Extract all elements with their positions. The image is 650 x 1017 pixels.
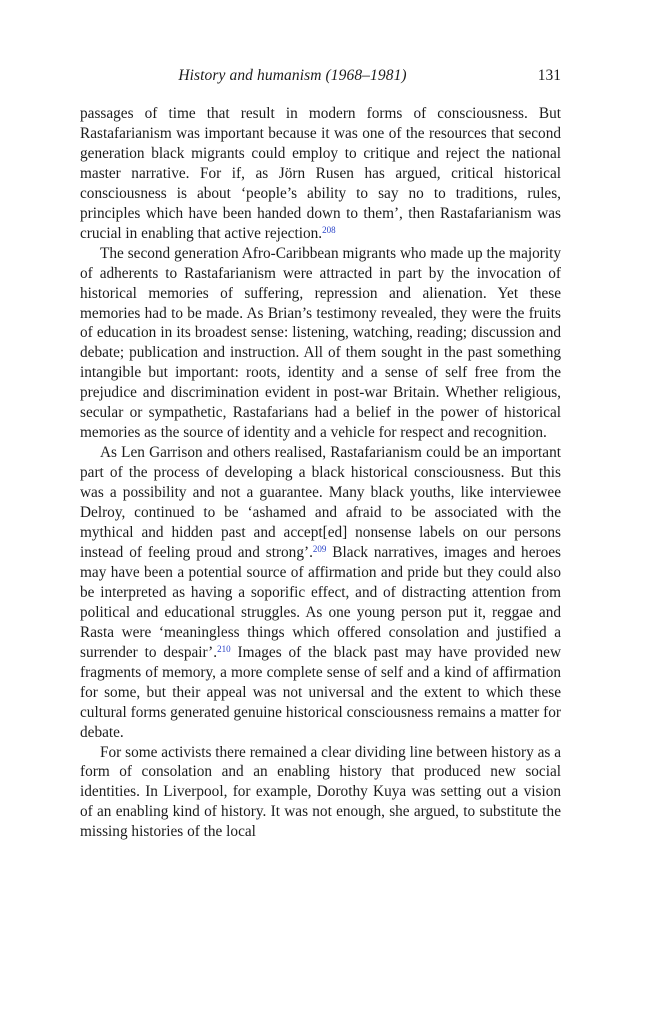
footnote-ref-210[interactable]: 210 <box>217 643 231 654</box>
running-head <box>80 64 561 88</box>
footnote-ref-209[interactable]: 209 <box>312 543 327 554</box>
paragraph-text: passages of time that result in modern forms of consciousness. But Rastafarianism was important because it was one of the resources that second generation black migrants could employ to critique and reject the national master narrative. For if, as Jörn Rusen has argued, critical historical consciousness is about ‘people’s ability to say no to traditions, rules, principles which have been handed down to them’, then Rastafarianism was crucial in enabling that active rejection. <box>80 105 561 242</box>
paragraph-text: As Len Garrison and others realised, Rastafarianism could be an important part of the process of developing a black historical consciousness. But this was a possibility and not a guarantee. Many black youths, like interviewee Delroy, continued to be ‘ashamed and afraid to be associated with the mythical and hidden past and accept[ed] nonsense labels on our persons instead of feeling proud and strong’. <box>80 444 561 561</box>
page-number: 131 <box>537 67 561 84</box>
paragraph-2 <box>80 244 561 444</box>
book-page <box>80 64 561 842</box>
paragraph-3 <box>80 443 561 742</box>
body-text <box>80 104 561 842</box>
running-title: History and humanism (1968–1981) <box>178 67 407 84</box>
paragraph-text: For some activists there remained a clear dividing line between history as a form of consolation and an enabling history that produced new social identities. In Liverpool, for example, Dorothy Kuya was setting out a vision of an enabling kind of history. It was not enough, she argued, to substitute the missing histories of the local <box>80 743 561 841</box>
paragraph-4 <box>80 743 561 843</box>
paragraph-text: The second generation Afro-Caribbean migrants who made up the majority of adherents to Rastafarianism were attracted in part by the invocation of historical memories of suffering, repression and alienation. Yet these memories had to be made. As Brian’s testimony revealed, they were the fruits of education in its broadest sense: listening, watching, reading; discussion and debate; publication and instruction. All of them sought in the past something intangible but important: roots, identity and a sense of self free from the prejudice and discrimination evident in post-war Britain. Whether religious, secular or sympathetic, Rastafarians had a belief in the power of historical memories as the source of identity and a vehicle for respect and recognition. <box>80 244 561 442</box>
paragraph-1 <box>80 104 561 244</box>
paragraph-text: Images of the black past may have provided new fragments of memory, a more complete sense of self and a kind of affirmation for some, but their appeal was not universal and the extent to which these cultural forms generated genuine historical consciousness remains a matter for debate. <box>80 643 561 741</box>
footnote-ref-208[interactable]: 208 <box>322 224 336 235</box>
paragraph-text: Black narratives, images and heroes may have been a potential source of affirmation and pride but they could also be interpreted as having a soporific effect, and of distracting attention from political and educational struggles. As one young person put it, reggae and Rasta were ‘meaningless things which offered consolation and justified a surrender to despair’. <box>80 543 561 661</box>
